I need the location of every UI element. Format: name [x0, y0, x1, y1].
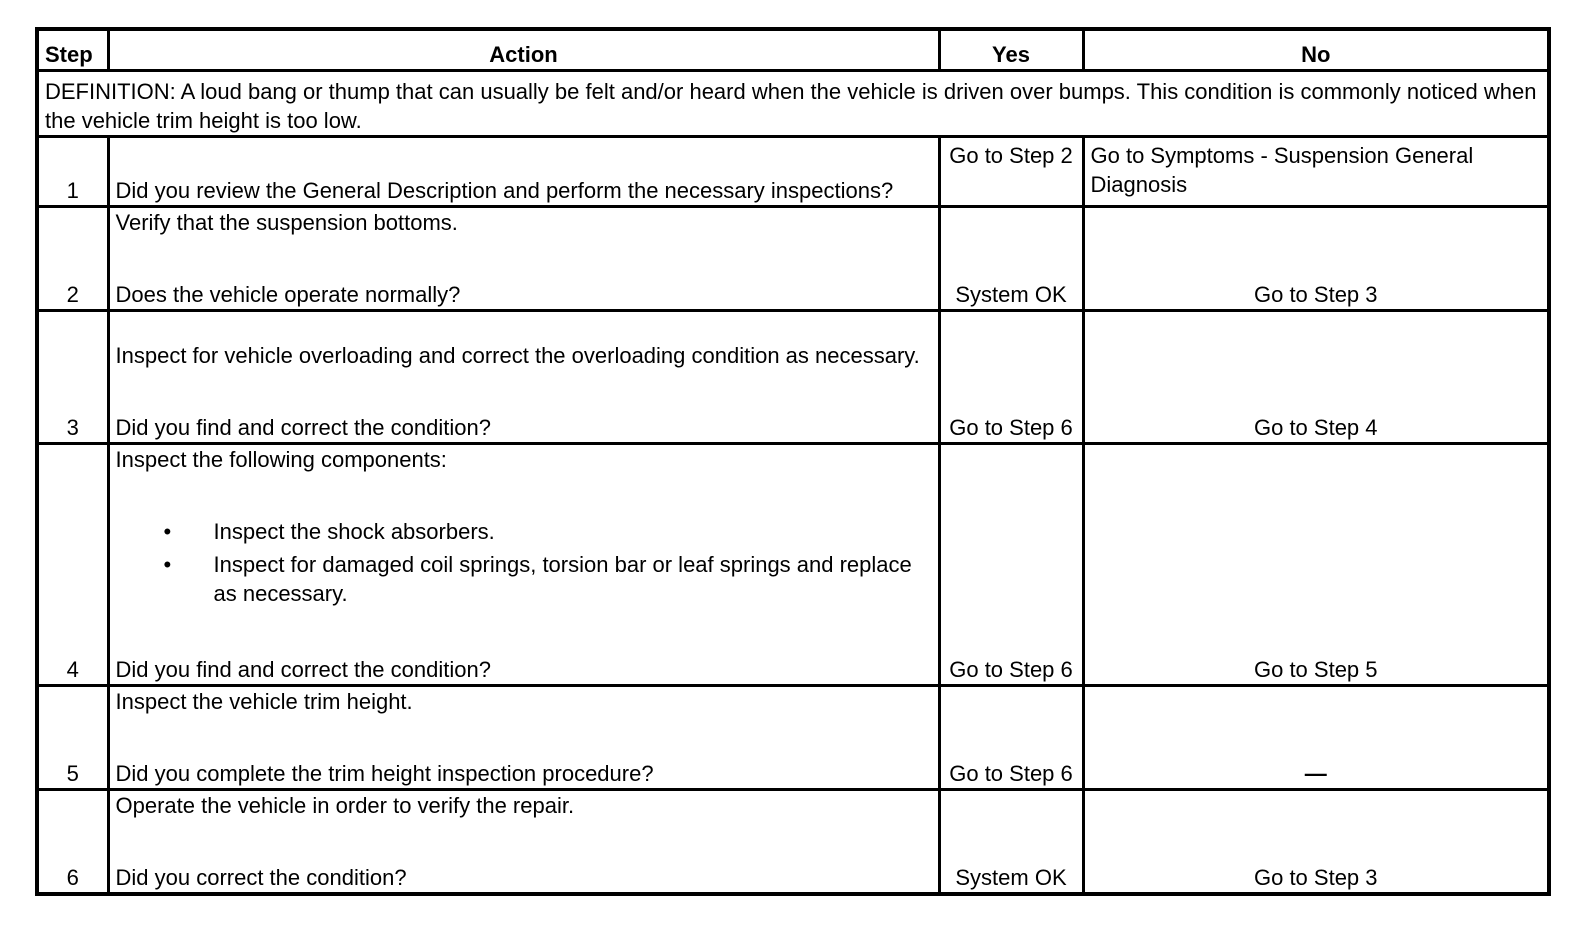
- bullet-icon: •: [163, 552, 172, 577]
- action-question: Did you find and correct the condition?: [115, 415, 491, 440]
- action-text: Inspect the following components:: [115, 447, 447, 472]
- definition-row: [37, 71, 1549, 137]
- action-question: Did you complete the trim height inspection procedure?: [115, 761, 654, 786]
- no-cell: Go to Step 5: [1083, 444, 1549, 686]
- action-question: Does the vehicle operate normally?: [115, 282, 461, 307]
- table-row: [37, 686, 1549, 790]
- diagnostic-table: [35, 27, 1551, 896]
- action-cell: [108, 311, 939, 444]
- table-row: [37, 444, 1549, 686]
- action-text: Inspect for vehicle overloading and correct the overloading condition as necessary.: [115, 343, 920, 368]
- no-cell: Go to Step 4: [1083, 311, 1549, 444]
- step-number: 4: [37, 444, 108, 686]
- yes-cell: Go to Step 6: [939, 686, 1083, 790]
- yes-cell: Go to Step 6: [939, 444, 1083, 686]
- no-cell: Go to Step 3: [1083, 790, 1549, 895]
- action-text: Verify that the suspension bottoms.: [115, 210, 458, 235]
- yes-cell: System OK: [939, 207, 1083, 311]
- table-row: [37, 311, 1549, 444]
- bullet-icon: •: [163, 519, 172, 544]
- action-cell: [108, 444, 939, 686]
- list-item: [116, 550, 932, 608]
- action-text: Operate the vehicle in order to verify the repair.: [115, 793, 575, 818]
- no-cell: —: [1083, 686, 1549, 790]
- action-text: Did you review the General Description and perform the necessary inspections?: [115, 178, 894, 203]
- action-cell: [108, 686, 939, 790]
- header-action: Action: [108, 29, 939, 71]
- step-number: 3: [37, 311, 108, 444]
- bullet-text: Inspect the shock absorbers.: [213, 519, 495, 544]
- list-item: [116, 517, 932, 546]
- bullet-text: Inspect for damaged coil springs, torsion bar or leaf springs and replace as necessary.: [213, 552, 912, 606]
- component-list: [116, 517, 932, 608]
- header-step: Step: [37, 29, 108, 71]
- action-cell: [108, 790, 939, 895]
- step-number: 2: [37, 207, 108, 311]
- table-row: [37, 790, 1549, 895]
- step-number: 5: [37, 686, 108, 790]
- yes-cell: System OK: [939, 790, 1083, 895]
- definition-text: DEFINITION: A loud bang or thump that can usually be felt and/or heard when the vehicle is driven over bumps. This condition is commonly noticed when the vehicle trim height is too low.: [37, 71, 1549, 137]
- action-question: Did you find and correct the condition?: [115, 657, 491, 682]
- table-row: [37, 207, 1549, 311]
- header-yes: Yes: [939, 29, 1083, 71]
- action-cell: [108, 207, 939, 311]
- action-cell: [108, 137, 939, 207]
- table-row: [37, 137, 1549, 207]
- step-number: 6: [37, 790, 108, 895]
- header-row: [37, 29, 1549, 71]
- step-number: 1: [37, 137, 108, 207]
- no-cell: Go to Symptoms - Suspension General Diagnosis: [1083, 137, 1549, 207]
- action-question: Did you correct the condition?: [115, 865, 407, 890]
- yes-cell: Go to Step 2: [939, 137, 1083, 207]
- header-no: No: [1083, 29, 1549, 71]
- action-text: Inspect the vehicle trim height.: [115, 689, 413, 714]
- yes-cell: Go to Step 6: [939, 311, 1083, 444]
- no-cell: Go to Step 3: [1083, 207, 1549, 311]
